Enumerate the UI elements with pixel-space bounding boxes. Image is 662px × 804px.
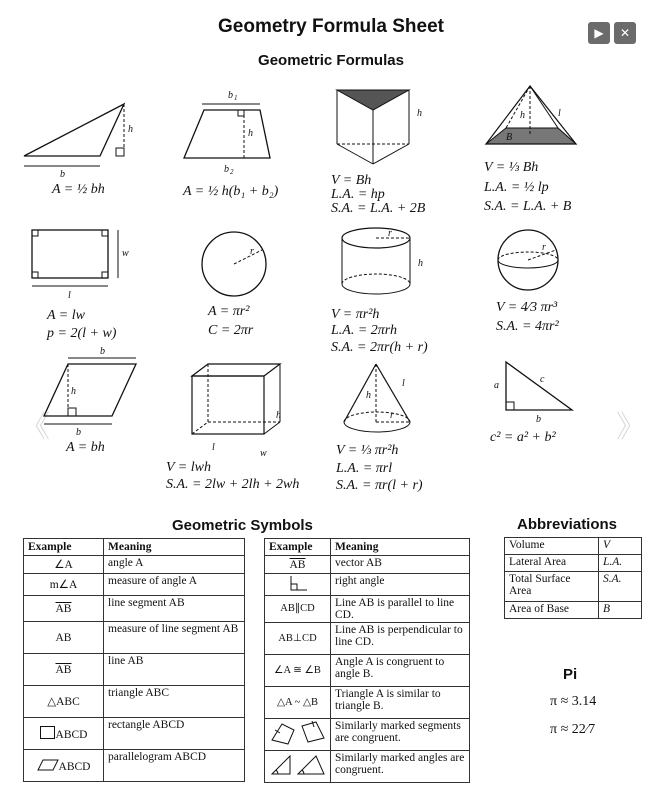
rectangular-prism-figure <box>188 362 298 462</box>
cylinder-lateral-area-formula: L.A. = 2πrh <box>331 323 397 338</box>
symbol-example: AB∥CD <box>265 596 331 623</box>
trapezoid-area-formula: A = ½ h(b₁ + b₂) <box>183 184 279 199</box>
box-volume-formula: V = lwh <box>166 460 211 475</box>
pythagorean-formula: c² = a² + b² <box>490 430 556 445</box>
next-arrow-icon[interactable]: 》 <box>616 410 646 445</box>
symbol-example: △ABC <box>24 686 104 718</box>
abbr-value: L.A. <box>599 555 642 572</box>
svg-text:B: B <box>506 132 513 143</box>
symbols-table-right <box>264 538 470 783</box>
svg-text:r: r <box>390 410 394 421</box>
symbol-meaning: Line AB is perpendicular to line CD. <box>331 623 470 655</box>
parallelogram-area-formula: A = bh <box>66 440 105 455</box>
symbol-example: $\overline{AB}$ <box>265 556 331 574</box>
svg-text:w: w <box>260 448 267 459</box>
triangular-prism-figure <box>333 86 433 170</box>
svg-text:h: h <box>366 390 371 401</box>
parallelogram-figure <box>40 346 150 438</box>
formulas-subtitle: Geometric Formulas <box>258 52 404 69</box>
cone-surface-area-formula: S.A. = πr(l + r) <box>336 478 423 493</box>
pi-approx-decimal: π ≈ 3.14 <box>550 694 597 709</box>
pyramid-volume-formula: V = ⅓ Bh <box>484 160 539 175</box>
symbol-meaning: Triangle A is similar to triangle B. <box>331 687 470 719</box>
svg-text:a: a <box>494 380 499 391</box>
col-example: Example <box>265 539 331 556</box>
svg-text:1: 1 <box>234 94 238 102</box>
abbr-value: B <box>599 602 642 619</box>
abbr-value: S.A. <box>599 572 642 602</box>
symbol-meaning: Similarly marked segments are congruent. <box>331 719 470 751</box>
symbol-meaning: rectangle ABCD <box>104 718 245 750</box>
symbol-example: ABCD <box>24 750 104 782</box>
symbol-meaning: measure of line segment AB <box>104 622 245 654</box>
svg-text:l: l <box>402 378 405 389</box>
symbol-meaning: Line AB is parallel to line CD. <box>331 596 470 623</box>
symbol-meaning: measure of angle A <box>104 574 245 596</box>
svg-text:h: h <box>520 110 525 121</box>
svg-text:b: b <box>100 346 105 357</box>
svg-text:r: r <box>542 242 546 253</box>
symbol-example: m∠A <box>24 574 104 596</box>
symbol-example: ∠A <box>24 556 104 574</box>
cone-lateral-area-formula: L.A. = πrl <box>336 461 393 476</box>
svg-text:l: l <box>558 108 561 119</box>
sphere-volume-formula: V = 4⁄3 πr³ <box>496 300 558 315</box>
prism-surface-area-formula: S.A. = L.A. + 2B <box>331 201 426 216</box>
sphere-figure <box>496 228 566 298</box>
sphere-surface-area-formula: S.A. = 4πr² <box>496 319 559 334</box>
cylinder-volume-formula: V = πr²h <box>331 307 380 322</box>
abbr-value: V <box>599 538 642 555</box>
svg-text:r: r <box>388 228 392 239</box>
symbol-meaning: vector AB <box>331 556 470 574</box>
pyramid-figure <box>482 82 582 154</box>
symbol-example: AB⊥CD <box>265 623 331 655</box>
circle-circumference-formula: C = 2πr <box>208 323 254 338</box>
svg-text:2: 2 <box>230 168 234 176</box>
close-icon[interactable]: ✕ <box>614 22 636 44</box>
svg-text:b: b <box>60 169 65 180</box>
svg-text:l: l <box>68 290 71 301</box>
svg-text:b: b <box>76 427 81 438</box>
symbol-example: △A ~ △B <box>265 687 331 719</box>
svg-text:b: b <box>536 414 541 425</box>
symbol-example: ABCD <box>24 718 104 750</box>
svg-text:h: h <box>71 386 76 397</box>
circle-area-formula: A = πr² <box>208 304 250 319</box>
symbol-meaning: Similarly marked angles are congruent. <box>331 751 470 783</box>
pyramid-lateral-area-formula: L.A. = ½ lp <box>484 180 549 195</box>
pi-heading: Pi <box>563 666 578 683</box>
symbols-table-left <box>23 538 245 782</box>
svg-text:w: w <box>122 248 129 259</box>
symbol-meaning: Angle A is congruent to angle B. <box>331 655 470 687</box>
svg-text:l: l <box>212 442 215 453</box>
rectangle-area-formula: A = lw <box>47 308 85 323</box>
symbol-meaning: triangle ABC <box>104 686 245 718</box>
symbol-example: $\overline{AB}$ <box>24 596 104 622</box>
prism-lateral-area-formula: L.A. = hp <box>331 187 385 202</box>
congruent-angles-icon <box>270 752 326 778</box>
box-surface-area-formula: S.A. = 2lw + 2lh + 2wh <box>166 477 300 492</box>
previous-arrow-icon[interactable]: 《 <box>20 410 50 445</box>
svg-text:b: b <box>224 164 229 175</box>
symbol-meaning: parallelogram ABCD <box>104 750 245 782</box>
symbol-meaning: angle A <box>104 556 245 574</box>
page-title: Geometry Formula Sheet <box>218 16 444 37</box>
congruent-segments-icon <box>270 720 326 746</box>
col-example: Example <box>24 539 104 556</box>
symbol-meaning: line segment AB <box>104 596 245 622</box>
symbol-example <box>265 751 331 783</box>
right-angle-icon <box>287 575 309 591</box>
cone-figure <box>340 362 440 442</box>
svg-text:r: r <box>250 246 254 257</box>
col-meaning: Meaning <box>104 539 245 556</box>
pyramid-surface-area-formula: S.A. = L.A. + B <box>484 199 572 214</box>
triangle-area-formula: A = ½ bh <box>52 182 105 197</box>
rectangle-symbol-icon <box>40 726 55 739</box>
abbr-term: Volume <box>505 538 599 555</box>
abbreviations-heading: Abbreviations <box>517 516 618 533</box>
right-triangle-figure <box>490 360 580 426</box>
symbol-meaning: line AB <box>104 654 245 686</box>
rectangle-perimeter-formula: p = 2(l + w) <box>47 326 117 341</box>
triangle-figure <box>20 100 140 180</box>
symbol-meaning: right angle <box>331 574 470 596</box>
abbr-term: Area of Base <box>505 602 599 619</box>
svg-text:h: h <box>128 124 133 135</box>
symbol-example: ∠A ≅ ∠B <box>265 655 331 687</box>
abbr-term: Total Surface Area <box>505 572 599 602</box>
symbol-example <box>265 574 331 596</box>
circle-figure <box>200 230 270 300</box>
play-icon[interactable]: ▶ <box>588 22 610 44</box>
symbol-example: AB <box>24 622 104 654</box>
abbreviations-table <box>504 537 642 619</box>
svg-text:h: h <box>276 410 281 421</box>
rectangle-figure <box>28 226 138 306</box>
cylinder-surface-area-formula: S.A. = 2πr(h + r) <box>331 340 428 355</box>
cone-volume-formula: V = ⅓ πr²h <box>336 443 399 458</box>
prism-volume-formula: V = Bh <box>331 173 372 188</box>
svg-text:c: c <box>540 374 545 385</box>
abbr-term: Lateral Area <box>505 555 599 572</box>
trapezoid-figure <box>180 88 280 180</box>
symbol-example: $\overline{AB}$ <box>24 654 104 686</box>
symbol-example <box>265 719 331 751</box>
col-meaning: Meaning <box>331 539 470 556</box>
svg-text:h: h <box>418 258 423 269</box>
svg-text:h: h <box>417 108 422 119</box>
svg-text:b: b <box>228 90 233 101</box>
cylinder-figure <box>340 226 440 306</box>
svg-text:h: h <box>248 128 253 139</box>
symbols-heading: Geometric Symbols <box>172 517 313 534</box>
pi-approx-fraction: π ≈ 22⁄7 <box>550 722 596 737</box>
parallelogram-symbol-icon <box>37 759 59 771</box>
